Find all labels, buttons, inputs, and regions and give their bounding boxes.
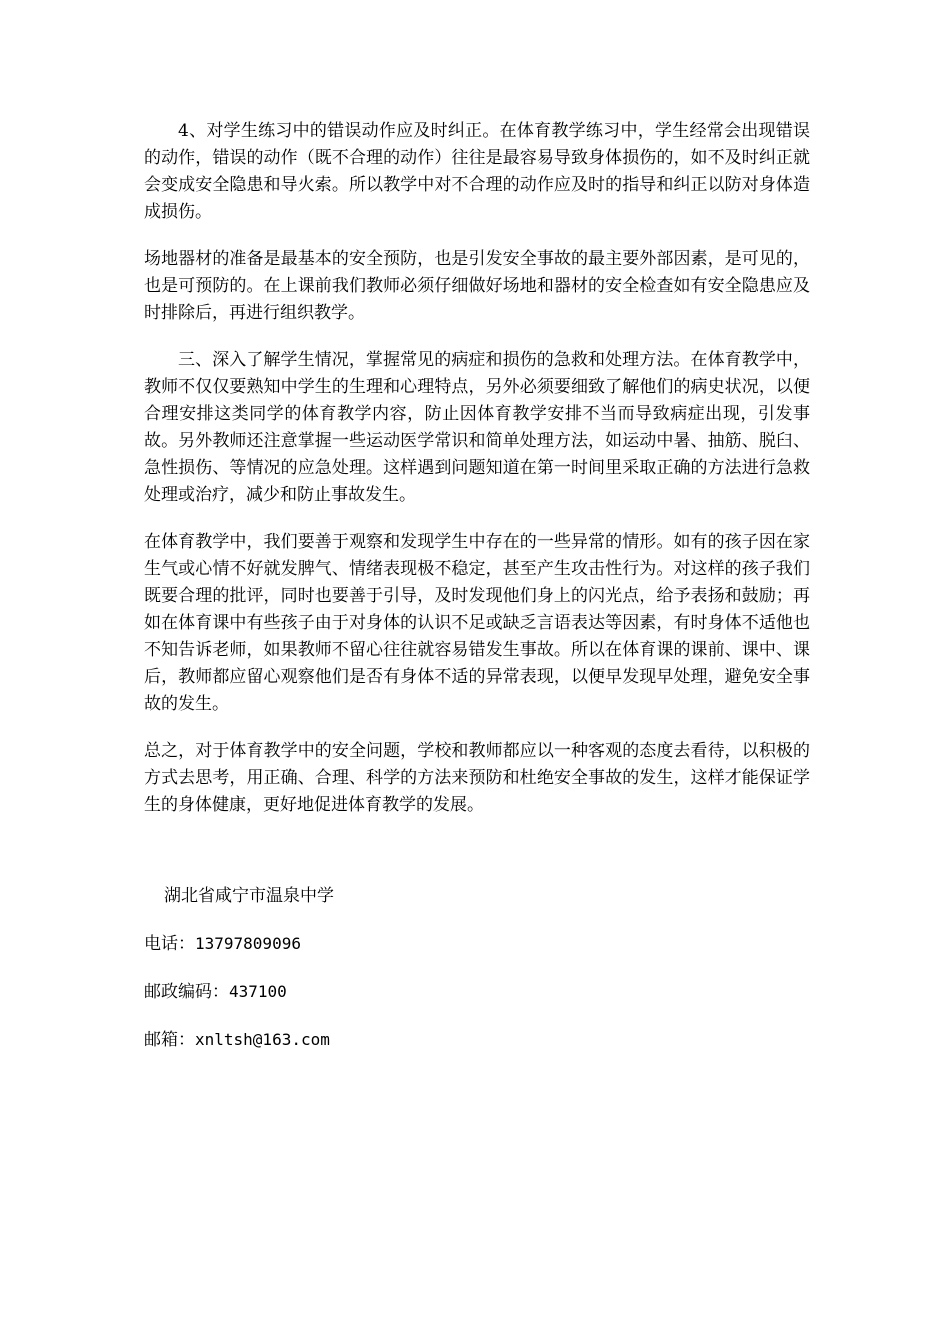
- phone-label: 电话：: [144, 934, 195, 954]
- paragraph-conclusion: 总之，对于体育教学中的安全问题，学校和教师都应以一种客观的态度去看待，以积极的方式去思考，用正确、合理、科学的方法来预防和杜绝安全事故的发生，这样才能保证学生的身体健康，更好地促进体育教学的发展。: [144, 741, 810, 815]
- phone-line: [144, 930, 810, 958]
- email-label: 邮箱：: [144, 1030, 195, 1050]
- document-body: [144, 118, 810, 1074]
- postcode-label: 邮政编码：: [144, 982, 229, 1002]
- postcode-value: 437100: [229, 982, 287, 1001]
- paragraph-venue-equipment: 场地器材的准备是最基本的安全预防，也是引发安全事故的最主要外部因素，是可见的，也是可预防的。在上课前我们教师必须仔细做好场地和器材的安全检查如有安全隐患应及时排除后，再进行组织教学。: [144, 249, 810, 323]
- email-address: xnltsh@163.com: [195, 1030, 330, 1049]
- paragraph-student-conditions: 三、深入了解学生情况，掌握常见的病症和损伤的急救和处理方法。在体育教学中，教师不仅仅要熟知中学生的生理和心理特点，另外必须要细致了解他们的病史状况，以便合理安排这类同学的体育教学内容，防止因体育教学安排不当而导致病症出现，引发事故。另外教师还注意掌握一些运动医学常识和简单处理方法，如运动中暑、抽筋、脱臼、急性损伤、等情况的应急处理。这样遇到问题知道在第一时间里采取正确的方法进行急救处理或治疗，减少和防止事故发生。: [144, 350, 810, 505]
- postcode-line: [144, 978, 810, 1006]
- paragraph-correct-errors: 4、对学生练习中的错误动作应及时纠正。在体育教学练习中，学生经常会出现错误的动作，错误的动作（既不合理的动作）往往是最容易导致身体损伤的，如不及时纠正就会变成安全隐患和导火索。所以教学中对不合理的动作应及时的指导和纠正以防对身体造成损伤。: [144, 121, 810, 222]
- school-name: 湖北省咸宁市温泉中学: [164, 886, 334, 906]
- phone-number: 13797809096: [195, 934, 301, 953]
- section-spacer: [144, 839, 810, 883]
- paragraph-observe-students: 在体育教学中，我们要善于观察和发现学生中存在的一些异常的情形。如有的孩子因在家生气或心情不好就发脾气、情绪表现极不稳定，甚至产生攻击性行为。对这样的孩子我们既要合理的批评，同时也要善于引导，及时发现他们身上的闪光点，给予表扬和鼓励；再如在体育课中有些孩子由于对身体的认识不足或缺乏言语表达等因素，有时身体不适他也不知告诉老师，如果教师不留心往往就容易错发生事故。所以在体育课的课前、课中、课后，教师都应留心观察他们是否有身体不适的异常表现，以便早发现早处理，避免安全事故的发生。: [144, 532, 810, 714]
- email-line: [144, 1026, 810, 1054]
